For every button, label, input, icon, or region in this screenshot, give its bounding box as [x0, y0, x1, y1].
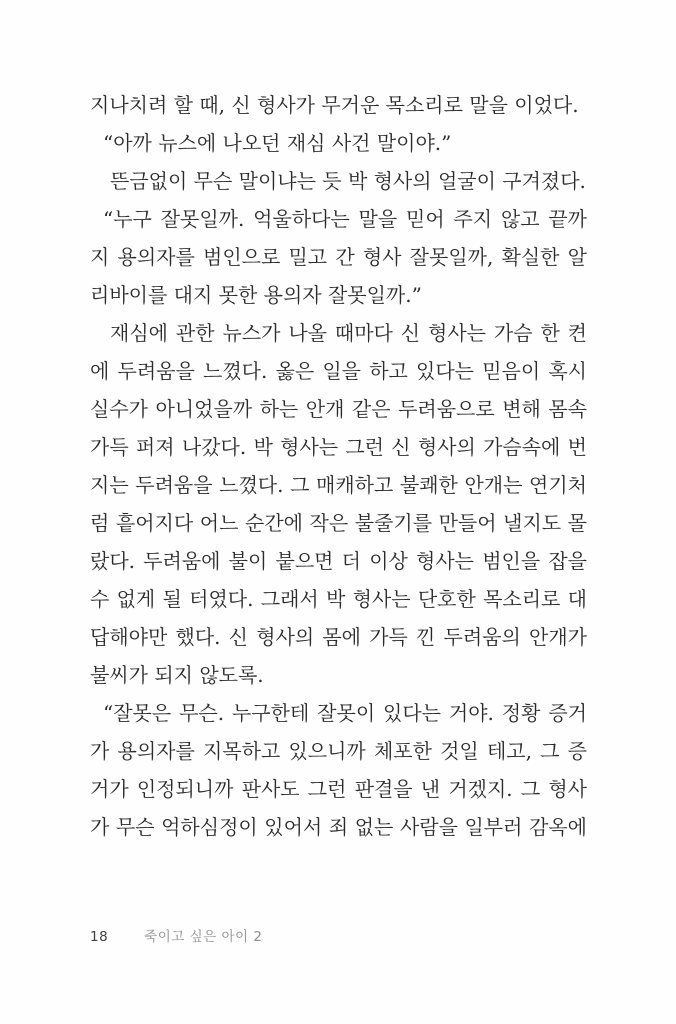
text-line: 지는 두려움을 느꼈다. 그 매캐하고 불쾌한 안개는 연기처	[90, 473, 587, 497]
text-line: 럼 흩어지다 어느 순간에 작은 불줄기를 만들어 낼지도 몰	[90, 511, 587, 535]
text-line: “누구 잘못일까. 억울하다는 말을 믿어 주지 않고 끝까	[103, 207, 587, 231]
text-line: 재심에 관한 뉴스가 나올 때마다 신 형사는 가슴 한 켠	[110, 321, 587, 345]
text-line: 지 용의자를 범인으로 밀고 간 형사 잘못일까, 확실한 알	[90, 245, 587, 269]
text-line: 실수가 아니었을까 하는 안개 같은 두려움으로 변해 몸속	[90, 397, 587, 421]
text-line: 가 용의자를 지목하고 있으니까 체포한 것일 테고, 그 증	[90, 739, 587, 763]
text-line: 지나치려 할 때, 신 형사가 무거운 목소리로 말을 이었다.	[90, 93, 579, 117]
text-line: 가득 퍼져 나갔다. 박 형사는 그런 신 형사의 가슴속에 번	[90, 435, 587, 459]
text-line: 뜬금없이 무슨 말이냐는 듯 박 형사의 얼굴이 구겨졌다.	[110, 169, 586, 193]
book-title: 죽이고 싶은 아이 2	[144, 929, 263, 945]
text-line: 수 없게 될 터였다. 그래서 박 형사는 단호한 목소리로 대	[90, 587, 587, 611]
text-line: “아까 뉴스에 나오던 재심 사건 말이야.”	[103, 131, 452, 155]
text-line: 불씨가 되지 않도록.	[90, 663, 264, 687]
text-line: “잘못은 무슨. 누구한테 잘못이 있다는 거야. 정황 증거	[103, 701, 587, 725]
page-number: 18	[90, 929, 109, 945]
text-line: 거가 인정되니까 판사도 그런 판결을 낸 거겠지. 그 형사	[90, 777, 587, 801]
body-text	[90, 86, 587, 846]
text-line: 랐다. 두려움에 불이 붙으면 더 이상 형사는 범인을 잡을	[90, 549, 587, 573]
page-footer	[90, 925, 262, 945]
text-line: 에 두려움을 느꼈다. 옳은 일을 하고 있다는 믿음이 혹시	[90, 359, 587, 383]
text-line: 가 무슨 억하심정이 있어서 죄 없는 사람을 일부러 감옥에	[90, 815, 587, 839]
text-line: 리바이를 대지 못한 용의자 잘못일까.”	[90, 283, 422, 307]
text-lines	[90, 86, 587, 846]
text-line: 답해야만 했다. 신 형사의 몸에 가득 낀 두려움의 안개가	[90, 625, 587, 649]
